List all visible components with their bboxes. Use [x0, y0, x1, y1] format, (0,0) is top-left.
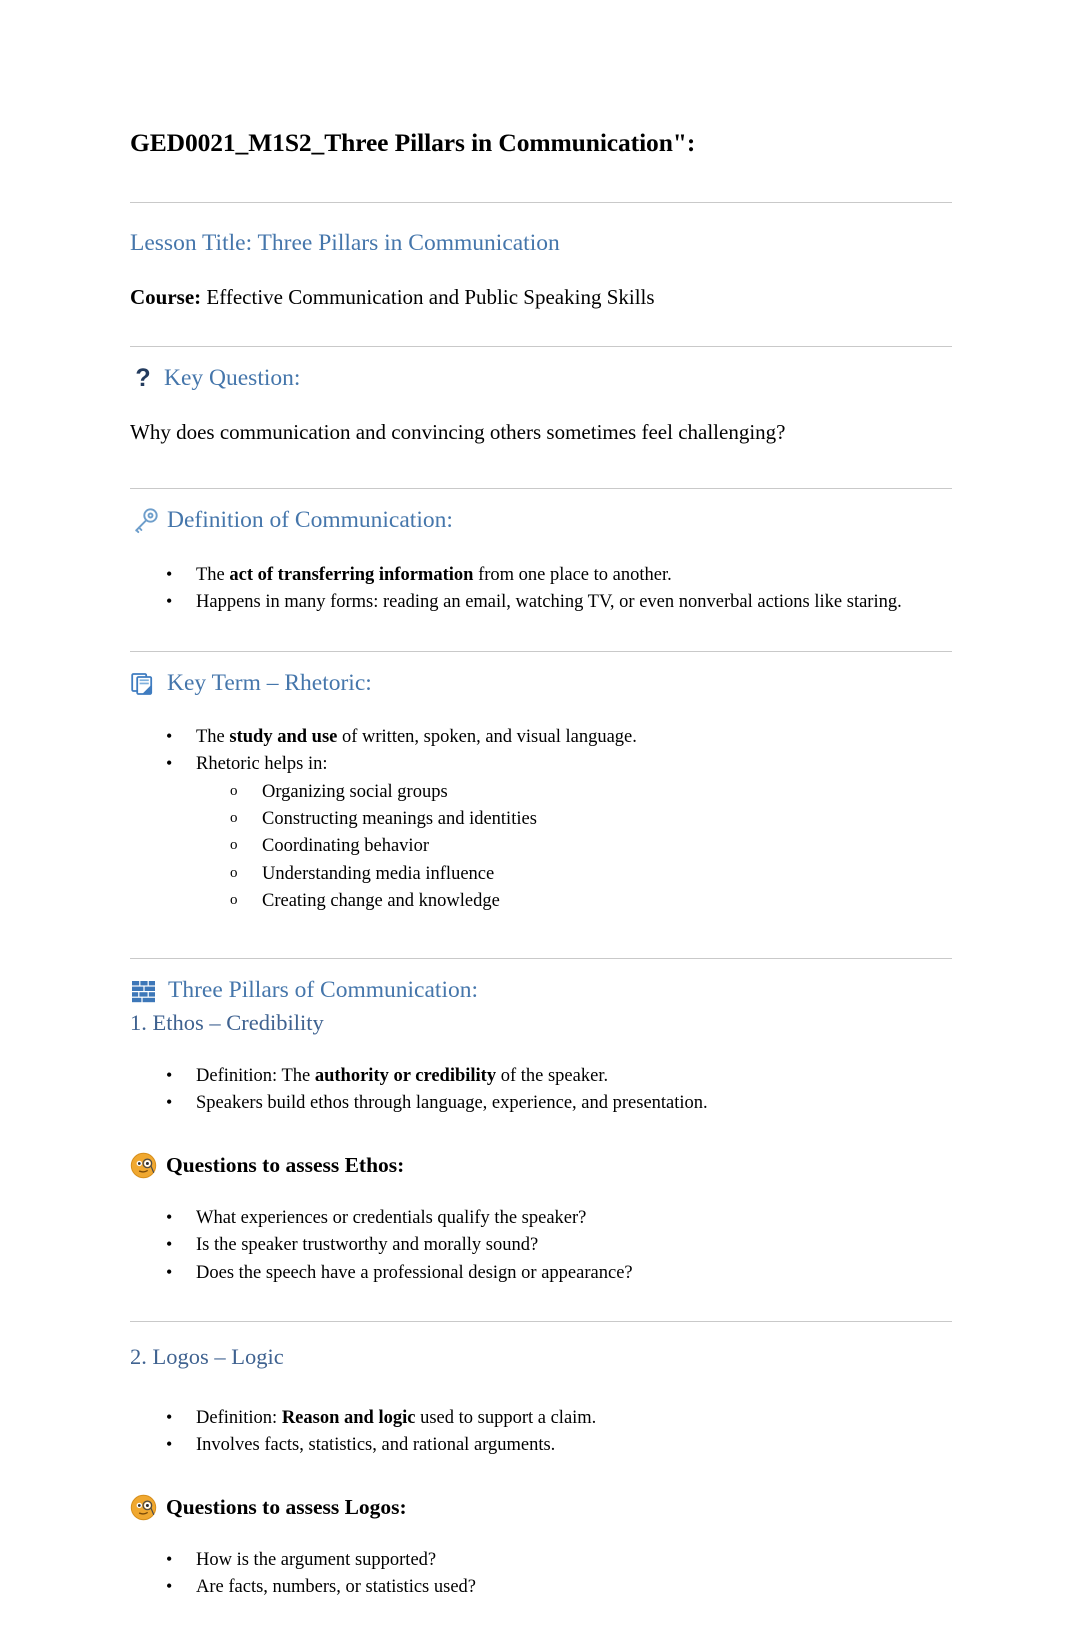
bullet-text-pre: Involves facts, statistics, and rational arguments. — [196, 1435, 556, 1456]
course-label: Course: — [130, 285, 202, 310]
course-value: Effective Communication and Public Speaking Skills — [206, 285, 655, 310]
key-question-heading — [130, 364, 952, 393]
bullet-text-post: from one place to another. — [473, 564, 672, 585]
ethos-questions-list — [130, 1205, 952, 1287]
key-term-heading-label: Key Term – Rhetoric: — [167, 669, 372, 696]
key-icon — [130, 507, 160, 535]
definition-heading — [130, 506, 952, 535]
list-item: • How is the argument supported? — [130, 1547, 952, 1574]
list-item: o Coordinating behavior — [130, 833, 952, 860]
list-item — [130, 751, 952, 778]
bullet-text-bold: act of transferring information — [229, 564, 474, 585]
brick-wall-icon — [130, 977, 157, 1004]
definition-heading-label: Definition of Communication: — [167, 507, 453, 534]
list-item: o Constructing meanings and identities — [130, 806, 952, 833]
list-item: o Organizing social groups — [130, 779, 952, 806]
course-line — [130, 284, 952, 311]
bullet-text-pre: Rhetoric helps in: — [196, 754, 328, 775]
logos-questions-heading — [130, 1494, 952, 1521]
bullet-text-bold: authority or credibility — [314, 1066, 497, 1087]
thinking-face-emoji-icon — [130, 1494, 157, 1521]
bullet-text-post: of the speaker. — [496, 1066, 609, 1087]
logos-heading: 2. Logos – Logic — [130, 1343, 284, 1369]
key-term-bullet-list — [130, 724, 952, 779]
logos-questions-list — [130, 1547, 952, 1602]
bullet-text-pre: Speakers build ethos through language, experience, and presentation. — [196, 1093, 708, 1114]
document-content — [130, 128, 952, 1602]
list-item — [130, 1090, 952, 1117]
list-item — [130, 589, 952, 616]
list-item: • Are facts, numbers, or statistics used? — [130, 1574, 952, 1601]
list-item: • What experiences or credentials qualify the speaker? — [130, 1205, 952, 1232]
bullet-text-pre: Definition: The — [196, 1066, 315, 1087]
bullet-text-pre: The — [196, 726, 230, 747]
bullet-text-pre: The — [196, 564, 230, 585]
logos-bullet-list — [130, 1405, 952, 1460]
bullet-text-bold: Reason and logic — [281, 1408, 416, 1429]
list-item: o Creating change and knowledge — [130, 888, 952, 915]
ethos-questions-heading-label: Questions to assess Ethos: — [166, 1152, 405, 1177]
list-item — [130, 1432, 952, 1459]
list-item: o Understanding media influence — [130, 861, 952, 888]
key-term-heading — [130, 669, 952, 698]
ethos-bullet-list — [130, 1063, 952, 1118]
stacked-cards-icon — [130, 669, 158, 697]
list-item: • Does the speech have a professional design or appearance? — [130, 1260, 952, 1287]
thinking-face-emoji-icon — [130, 1152, 157, 1179]
three-pillars-heading-label: Three Pillars of Communication: — [168, 976, 479, 1003]
key-question-heading-label: Key Question: — [164, 364, 301, 391]
logos-questions-heading-label: Questions to assess Logos: — [166, 1494, 407, 1519]
question-mark-icon: ? — [135, 363, 151, 392]
list-item — [130, 562, 952, 589]
list-item — [130, 1405, 952, 1432]
lesson-title — [130, 229, 952, 258]
ethos-questions-heading — [130, 1152, 952, 1179]
page-title: GED0021_M1S2_Three Pillars in Communication": — [130, 128, 696, 157]
key-term-subbullet-list — [130, 779, 952, 916]
bullet-text-pre: Definition: — [196, 1408, 282, 1429]
definition-bullet-list — [130, 562, 952, 617]
ethos-heading: 1. Ethos – Credibility — [130, 1009, 324, 1035]
list-item — [130, 1063, 952, 1090]
bullet-text-bold: study and use — [229, 726, 338, 747]
bullet-text-post: of written, spoken, and visual language. — [337, 726, 637, 747]
list-item: • Is the speaker trustworthy and morally sound? — [130, 1232, 952, 1259]
bullet-text-pre: Happens in many forms: reading an email, watching TV, or even nonverbal actions like staring. — [196, 592, 902, 613]
lesson-title-label: Lesson Title: Three Pillars in Communication — [130, 230, 560, 257]
three-pillars-heading — [130, 976, 952, 1005]
list-item — [130, 724, 952, 751]
bullet-text-post: used to support a claim. — [415, 1408, 597, 1429]
key-question-body: Why does communication and convincing others sometimes feel challenging? — [130, 420, 786, 445]
